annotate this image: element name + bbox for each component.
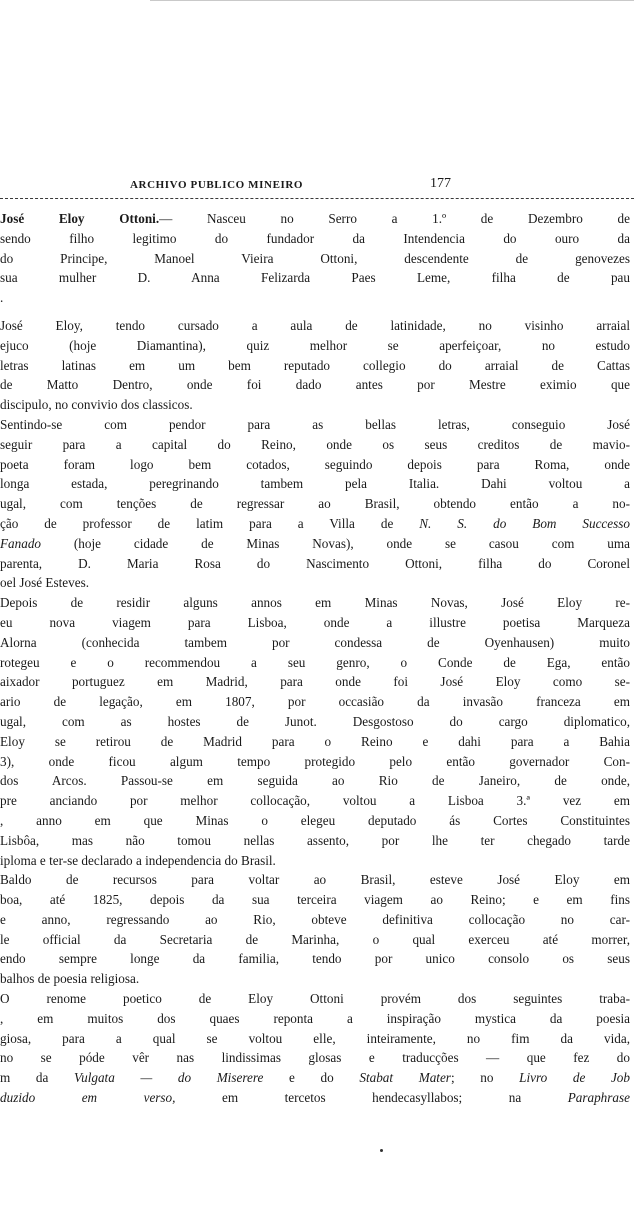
text-run: letras latinas em um bem reputado collegio do arraial de Cattas [0,357,630,373]
text-line [0,613,634,633]
text-run: no se póde vêr nas lindissimas glosas e traducções — que fez do [0,1050,630,1066]
text-line [0,455,634,475]
text-line [0,435,634,455]
italic-text: Paraphrase [567,1090,630,1106]
text-line [0,910,634,930]
text-run: Sentindo-se com pendor para as bellas letras, conseguio José [0,416,630,432]
text-run: ugal, com tenções de regressar ao Brasil, obtendo então a no- [0,496,630,512]
text-run: pre anciando por melhor collocação, voltou a Lisboa 3.ª vez em [0,793,630,809]
text-run: do Principe, Manoel Vieira Ottoni, descendente de genovezes [0,250,630,266]
text-line [0,534,634,554]
text-run: — Nasceu no Serro a 1.º de Dezembro de [159,211,630,226]
text-line [0,474,634,494]
text-run: parenta, D. Maria Rosa do Nascimento Ottoni, filha do Coronel [0,555,630,571]
text-line [0,229,634,249]
text-line [0,692,634,712]
text-run: 3), onde ficou algum tempo protegido pelo então governador Con- [0,753,630,769]
italic-text: Vulgata — do Miserere [74,1070,264,1086]
ink-speck [380,1149,383,1152]
text-run: oel José Esteves. [0,575,89,591]
text-line [0,930,634,950]
text-line [0,1048,634,1068]
text-line [0,752,634,772]
top-edge-line [150,0,634,1]
text-line [0,949,634,969]
text-line [0,732,634,752]
text-line [0,1009,634,1029]
text-run: Alorna (conhecida tambem por condessa de Oyenhausen) muito [0,634,630,650]
text-run: , anno em que Minas o elegeu deputado ás Cortes Constituintes [0,812,630,828]
text-run: eu nova viagem para Lisboa, onde a illustre poetisa Marqueza [0,614,630,630]
text-run: discipulo, no convivio dos classicos. [0,397,193,413]
text-line [0,395,634,415]
text-run: sendo filho legitimo do fundador da Intendencia do ouro da [0,230,630,246]
text-run: Depois de residir alguns annos em Minas Novas, José Eloy re- [0,595,630,611]
text-run: (hoje cidade de Minas Novas), onde se casou com uma [41,535,630,551]
text-line [0,593,634,613]
text-line [0,771,634,791]
text-line [0,573,634,593]
page-number: 177 [430,176,451,191]
text-run: ção de professor de latim para a Villa de [0,515,420,531]
text-line [0,268,634,288]
italic-text: Livro de Job [519,1070,630,1086]
text-run: Lisbôa, mas não tomou nellas assento, por lhe ter chegado tarde [0,832,630,848]
text-line [0,375,634,395]
text-run: endo sempre longe da familia, tendo por unico consolo os seus [0,951,630,967]
text-run: iploma e ter-se declarado a independencia do Brasil. [0,852,276,868]
text-run: de Matto Dentro, onde foi dado antes por Mestre eximio que [0,377,630,393]
text-line [0,316,634,336]
text-line [0,791,634,811]
text-run: ario de legação, em 1807, por occasião da invasão franceza em [0,694,630,710]
text-run: Baldo de recursos para voltar ao Brasil, esteve José Eloy em [0,872,630,888]
text-run: . [0,290,4,306]
text-line [0,554,634,574]
running-head [0,176,634,198]
text-run: seguir para a capital do Reino, onde os seus creditos de mavio- [0,436,630,452]
text-line [0,209,634,229]
text-line [0,870,634,890]
text-line [0,1068,634,1088]
text-line [0,288,634,308]
text-line [0,851,634,871]
text-line [0,249,634,269]
text-line [0,494,634,514]
text-run: rotegeu e o recommendou a seu genro, o Conde de Ega, então [0,654,630,670]
text-line [0,514,634,534]
text-line [0,1029,634,1049]
text-run: longa estada, peregrinando tambem pela Italia. Dahi voltou a [0,476,630,492]
text-run: e do [263,1070,360,1086]
text-line [0,653,634,673]
text-run: , em muitos dos quaes reponta a inspiração mystica da poesia [0,1010,630,1026]
italic-text: N. S. do Bom Successo [419,515,630,531]
text-run: O renome poetico de Eloy Ottoni provém dos seguintes traba- [0,991,630,1007]
text-run: giosa, para a qual se voltou elle, inteiramente, no fim da vida, [0,1030,630,1046]
text-run: e anno, regressando ao Rio, obteve definitiva collocação no car- [0,911,630,927]
text-run: m da [0,1070,75,1086]
text-line [0,811,634,831]
running-title: ARCHIVO PUBLICO MINEIRO [130,179,304,191]
text-run: Eloy se retirou de Madrid para o Reino e dahi para a Bahia [0,733,630,749]
text-line [0,712,634,732]
text-run: le official da Secretaria de Marinha, o qual exerceu até morrer, [0,931,630,947]
text-line [0,831,634,851]
italic-text: Fanado [0,535,42,551]
text-line [0,890,634,910]
text-line [0,633,634,653]
text-run: balhos de poesia religiosa. [0,971,140,987]
text-run: José Eloy, tendo cursado a aula de latinidade, no visinho arraial [0,317,630,333]
text-run: ugal, com as hostes de Junot. Desgostoso do cargo diplomatico, [0,713,630,729]
page-body [0,209,634,1108]
text-line [0,1088,634,1108]
text-run: dos Arcos. Passou-se em seguida ao Rio de Janeiro, de onde, [0,773,630,789]
header-rule [0,198,634,199]
text-line [0,356,634,376]
text-run: boa, até 1825, depois da sua terceira viagem ao Reino; e em fins [0,892,630,908]
entry-name: José Eloy Ottoni. [0,211,160,226]
text-run: sua mulher D. Anna Felizarda Paes Leme, filha de pau [0,270,630,286]
italic-text: Stabat Mater [359,1070,451,1086]
text-run: em tercetos hendecasyllabos; na [175,1090,568,1106]
text-line [0,336,634,356]
text-run: ejuco (hoje Diamantina), quiz melhor se aperfeiçoar, no estudo [0,337,630,353]
text-line [0,989,634,1009]
text-run: ; no [450,1070,520,1086]
text-line [0,415,634,435]
text-line [0,672,634,692]
text-line [0,969,634,989]
text-run: aixador portuguez em Madrid, para onde foi José Eloy como se- [0,674,630,690]
italic-text: duzido em verso, [0,1090,176,1106]
text-run: poeta foram logo bem cotados, seguindo depois para Roma, onde [0,456,630,472]
